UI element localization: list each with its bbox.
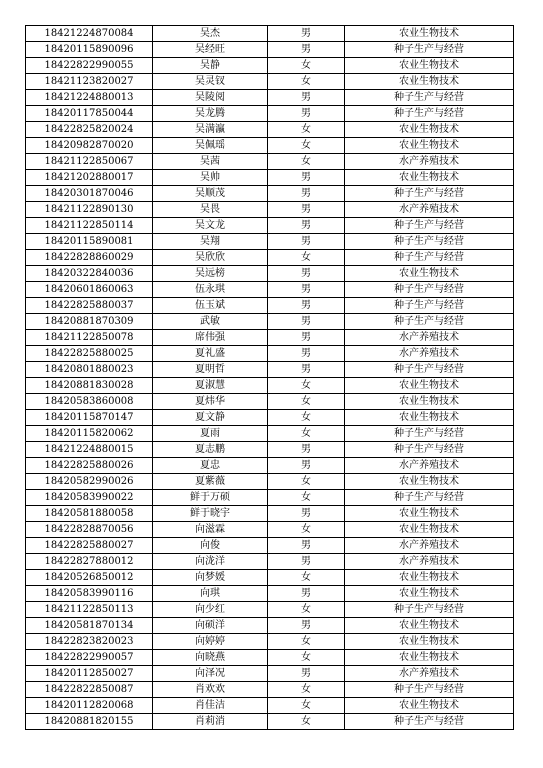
table-row: [26, 634, 514, 650]
student-major-cell: 水产养殖技术: [345, 554, 514, 570]
student-id-cell: 18421224880013: [26, 90, 153, 106]
table-row: [26, 650, 514, 666]
student-name-cell: 吴翔: [153, 234, 268, 250]
table-row: [26, 586, 514, 602]
student-name-cell: 向少红: [153, 602, 268, 618]
student-id-cell: 18421224870084: [26, 26, 153, 42]
student-name-cell: 吴经旺: [153, 42, 268, 58]
table-row: [26, 426, 514, 442]
table-row: [26, 570, 514, 586]
student-major-cell: 水产养殖技术: [345, 330, 514, 346]
table-row: [26, 458, 514, 474]
student-gender-cell: 女: [268, 634, 345, 650]
student-gender-cell: 男: [268, 618, 345, 634]
student-gender-cell: 男: [268, 266, 345, 282]
student-major-cell: 农业生物技术: [345, 26, 514, 42]
student-id-cell: 18422822990055: [26, 58, 153, 74]
student-name-cell: 吴欣欣: [153, 250, 268, 266]
table-row: [26, 378, 514, 394]
student-name-cell: 肖莉消: [153, 714, 268, 730]
table-row: [26, 682, 514, 698]
student-major-cell: 种子生产与经营: [345, 250, 514, 266]
student-id-cell: 18422822850087: [26, 682, 153, 698]
student-major-cell: 农业生物技术: [345, 74, 514, 90]
student-gender-cell: 男: [268, 90, 345, 106]
table-row: [26, 26, 514, 42]
student-name-cell: 向梦媛: [153, 570, 268, 586]
student-gender-cell: 女: [268, 682, 345, 698]
student-major-cell: 农业生物技术: [345, 138, 514, 154]
student-major-cell: 农业生物技术: [345, 634, 514, 650]
student-major-cell: 种子生产与经营: [345, 186, 514, 202]
student-major-cell: 种子生产与经营: [345, 298, 514, 314]
student-major-cell: 种子生产与经营: [345, 106, 514, 122]
student-name-cell: 向泷洋: [153, 554, 268, 570]
student-gender-cell: 男: [268, 170, 345, 186]
student-name-cell: 伍玉斌: [153, 298, 268, 314]
student-major-cell: 农业生物技术: [345, 586, 514, 602]
student-major-cell: 种子生产与经营: [345, 426, 514, 442]
student-id-cell: 18421122850067: [26, 154, 153, 170]
table-row: [26, 42, 514, 58]
student-name-cell: 夏紫薇: [153, 474, 268, 490]
student-name-cell: 向婷婷: [153, 634, 268, 650]
table-row: [26, 122, 514, 138]
student-major-cell: 水产养殖技术: [345, 666, 514, 682]
student-id-cell: 18422825880026: [26, 458, 153, 474]
student-id-cell: 18421224880015: [26, 442, 153, 458]
student-id-cell: 18420115890096: [26, 42, 153, 58]
table-row: [26, 538, 514, 554]
student-major-cell: 农业生物技术: [345, 378, 514, 394]
student-gender-cell: 男: [268, 234, 345, 250]
student-major-cell: 种子生产与经营: [345, 602, 514, 618]
student-gender-cell: 女: [268, 570, 345, 586]
student-id-cell: 18420881870309: [26, 314, 153, 330]
student-gender-cell: 男: [268, 314, 345, 330]
student-gender-cell: 男: [268, 298, 345, 314]
student-id-cell: 18420526850012: [26, 570, 153, 586]
student-major-cell: 农业生物技术: [345, 570, 514, 586]
student-id-cell: 18421123820027: [26, 74, 153, 90]
student-name-cell: 夏炜华: [153, 394, 268, 410]
student-id-cell: 18422822990057: [26, 650, 153, 666]
student-gender-cell: 女: [268, 602, 345, 618]
student-gender-cell: 男: [268, 330, 345, 346]
student-gender-cell: 男: [268, 218, 345, 234]
student-name-cell: 肖佳洁: [153, 698, 268, 714]
student-major-cell: 水产养殖技术: [345, 154, 514, 170]
table-row: [26, 234, 514, 250]
student-name-cell: 向滋霖: [153, 522, 268, 538]
student-name-cell: 吴远榜: [153, 266, 268, 282]
student-gender-cell: 女: [268, 378, 345, 394]
table-row: [26, 698, 514, 714]
student-id-cell: 18420601860063: [26, 282, 153, 298]
student-major-cell: 农业生物技术: [345, 522, 514, 538]
student-id-cell: 18422825880037: [26, 298, 153, 314]
student-major-cell: 水产养殖技术: [345, 346, 514, 362]
student-major-cell: 水产养殖技术: [345, 458, 514, 474]
student-gender-cell: 男: [268, 458, 345, 474]
table-row: [26, 522, 514, 538]
student-gender-cell: 女: [268, 650, 345, 666]
table-row: [26, 218, 514, 234]
student-id-cell: 18420582990026: [26, 474, 153, 490]
student-major-cell: 种子生产与经营: [345, 42, 514, 58]
student-id-cell: 18421202880017: [26, 170, 153, 186]
student-id-cell: 18420301870046: [26, 186, 153, 202]
student-id-cell: 18422825880027: [26, 538, 153, 554]
student-id-cell: 18420583990022: [26, 490, 153, 506]
student-name-cell: 向琪: [153, 586, 268, 602]
student-name-cell: 夏忠: [153, 458, 268, 474]
student-major-cell: 种子生产与经营: [345, 682, 514, 698]
student-gender-cell: 女: [268, 426, 345, 442]
student-gender-cell: 女: [268, 410, 345, 426]
student-major-cell: 农业生物技术: [345, 650, 514, 666]
student-id-cell: 18420112850027: [26, 666, 153, 682]
student-id-cell: 18422825880025: [26, 346, 153, 362]
table-row: [26, 506, 514, 522]
student-id-cell: 18420982870020: [26, 138, 153, 154]
student-id-cell: 18421122850113: [26, 602, 153, 618]
student-id-cell: 18421122850114: [26, 218, 153, 234]
student-name-cell: 吴帅: [153, 170, 268, 186]
student-id-cell: 18420801880023: [26, 362, 153, 378]
student-major-cell: 水产养殖技术: [345, 538, 514, 554]
student-name-cell: 鲜于晓宇: [153, 506, 268, 522]
student-major-cell: 农业生物技术: [345, 170, 514, 186]
student-name-cell: 吴佩瑶: [153, 138, 268, 154]
table-row: [26, 714, 514, 730]
student-id-cell: 18420583860008: [26, 394, 153, 410]
student-id-cell: 18420115890081: [26, 234, 153, 250]
student-gender-cell: 男: [268, 586, 345, 602]
student-name-cell: 吴茜: [153, 154, 268, 170]
student-id-cell: 18420322840036: [26, 266, 153, 282]
student-gender-cell: 女: [268, 490, 345, 506]
student-name-cell: 向硕洋: [153, 618, 268, 634]
student-gender-cell: 女: [268, 154, 345, 170]
student-table: [25, 25, 514, 730]
student-name-cell: 吴灵钗: [153, 74, 268, 90]
student-id-cell: 18420583990116: [26, 586, 153, 602]
table-row: [26, 186, 514, 202]
table-row: [26, 138, 514, 154]
student-gender-cell: 女: [268, 250, 345, 266]
student-major-cell: 农业生物技术: [345, 618, 514, 634]
table-row: [26, 266, 514, 282]
table-row: [26, 362, 514, 378]
student-name-cell: 夏雨: [153, 426, 268, 442]
student-id-cell: 18422828870056: [26, 522, 153, 538]
student-gender-cell: 男: [268, 538, 345, 554]
table-row: [26, 554, 514, 570]
student-name-cell: 吴杰: [153, 26, 268, 42]
student-table-body: [26, 26, 514, 730]
student-name-cell: 吴龙腾: [153, 106, 268, 122]
student-major-cell: 农业生物技术: [345, 122, 514, 138]
student-gender-cell: 男: [268, 106, 345, 122]
student-name-cell: 吴畏: [153, 202, 268, 218]
table-row: [26, 346, 514, 362]
table-row: [26, 442, 514, 458]
student-id-cell: 18420581870134: [26, 618, 153, 634]
student-id-cell: 18422823820023: [26, 634, 153, 650]
student-id-cell: 18420115870147: [26, 410, 153, 426]
student-name-cell: 夏志鹏: [153, 442, 268, 458]
student-name-cell: 伍永琪: [153, 282, 268, 298]
student-name-cell: 夏淑慧: [153, 378, 268, 394]
table-row: [26, 618, 514, 634]
table-row: [26, 58, 514, 74]
table-row: [26, 154, 514, 170]
table-row: [26, 170, 514, 186]
student-name-cell: 鲜于万硕: [153, 490, 268, 506]
student-id-cell: 18420581880058: [26, 506, 153, 522]
student-gender-cell: 女: [268, 122, 345, 138]
student-gender-cell: 女: [268, 394, 345, 410]
student-gender-cell: 男: [268, 42, 345, 58]
student-gender-cell: 女: [268, 714, 345, 730]
student-name-cell: 吴静: [153, 58, 268, 74]
student-major-cell: 种子生产与经营: [345, 90, 514, 106]
student-gender-cell: 女: [268, 698, 345, 714]
student-name-cell: 席伟强: [153, 330, 268, 346]
table-row: [26, 90, 514, 106]
table-row: [26, 666, 514, 682]
student-major-cell: 农业生物技术: [345, 394, 514, 410]
student-id-cell: 18420881830028: [26, 378, 153, 394]
table-row: [26, 474, 514, 490]
student-name-cell: 夏文静: [153, 410, 268, 426]
table-row: [26, 74, 514, 90]
student-major-cell: 种子生产与经营: [345, 282, 514, 298]
student-id-cell: 18422825820024: [26, 122, 153, 138]
student-id-cell: 18420115820062: [26, 426, 153, 442]
table-row: [26, 394, 514, 410]
student-major-cell: 农业生物技术: [345, 506, 514, 522]
student-id-cell: 18420881820155: [26, 714, 153, 730]
student-name-cell: 向晓燕: [153, 650, 268, 666]
student-name-cell: 向泽况: [153, 666, 268, 682]
student-id-cell: 18420112820068: [26, 698, 153, 714]
student-gender-cell: 男: [268, 346, 345, 362]
student-major-cell: 农业生物技术: [345, 410, 514, 426]
student-gender-cell: 男: [268, 362, 345, 378]
student-id-cell: 18422827880012: [26, 554, 153, 570]
student-gender-cell: 女: [268, 58, 345, 74]
student-gender-cell: 男: [268, 186, 345, 202]
student-major-cell: 种子生产与经营: [345, 234, 514, 250]
student-major-cell: 种子生产与经营: [345, 218, 514, 234]
student-id-cell: 18421122850078: [26, 330, 153, 346]
student-id-cell: 18422828860029: [26, 250, 153, 266]
student-major-cell: 农业生物技术: [345, 266, 514, 282]
table-row: [26, 410, 514, 426]
student-gender-cell: 男: [268, 442, 345, 458]
student-gender-cell: 男: [268, 554, 345, 570]
table-row: [26, 298, 514, 314]
table-row: [26, 490, 514, 506]
student-name-cell: 武敏: [153, 314, 268, 330]
student-major-cell: 农业生物技术: [345, 698, 514, 714]
student-gender-cell: 男: [268, 26, 345, 42]
student-name-cell: 向俊: [153, 538, 268, 554]
table-row: [26, 314, 514, 330]
student-major-cell: 农业生物技术: [345, 58, 514, 74]
student-gender-cell: 女: [268, 74, 345, 90]
student-gender-cell: 男: [268, 282, 345, 298]
student-major-cell: 种子生产与经营: [345, 314, 514, 330]
table-row: [26, 106, 514, 122]
student-id-cell: 18420117850044: [26, 106, 153, 122]
student-name-cell: 吴陵阅: [153, 90, 268, 106]
student-name-cell: 肖欢欢: [153, 682, 268, 698]
student-id-cell: 18421122890130: [26, 202, 153, 218]
table-row: [26, 602, 514, 618]
student-major-cell: 种子生产与经营: [345, 442, 514, 458]
table-row: [26, 250, 514, 266]
table-row: [26, 282, 514, 298]
table-row: [26, 202, 514, 218]
student-name-cell: 吴满瀛: [153, 122, 268, 138]
student-name-cell: 夏明哲: [153, 362, 268, 378]
table-row: [26, 330, 514, 346]
student-gender-cell: 女: [268, 522, 345, 538]
student-gender-cell: 男: [268, 202, 345, 218]
student-gender-cell: 男: [268, 506, 345, 522]
student-gender-cell: 男: [268, 666, 345, 682]
student-name-cell: 吴顺茂: [153, 186, 268, 202]
student-major-cell: 种子生产与经营: [345, 362, 514, 378]
student-name-cell: 吴文龙: [153, 218, 268, 234]
student-gender-cell: 女: [268, 474, 345, 490]
student-major-cell: 农业生物技术: [345, 474, 514, 490]
student-gender-cell: 女: [268, 138, 345, 154]
student-major-cell: 种子生产与经营: [345, 490, 514, 506]
student-name-cell: 夏礼盛: [153, 346, 268, 362]
student-major-cell: 水产养殖技术: [345, 202, 514, 218]
student-major-cell: 种子生产与经营: [345, 714, 514, 730]
